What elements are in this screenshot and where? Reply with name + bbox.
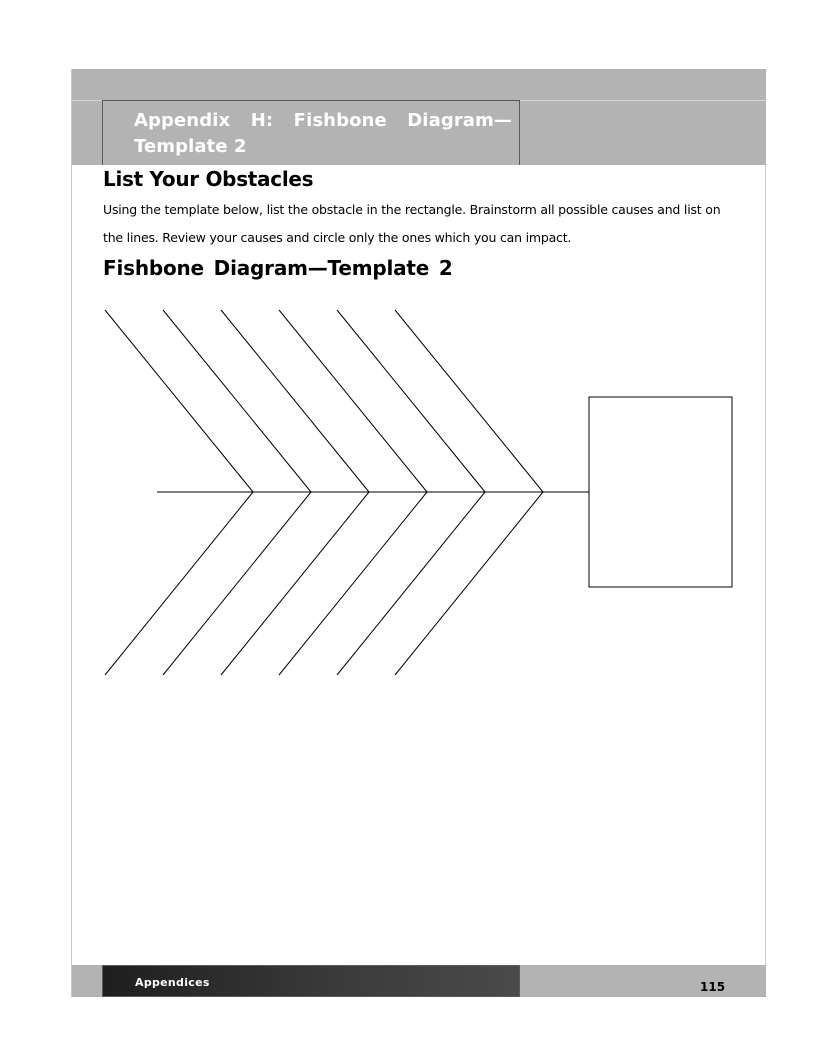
- obstacle-rectangle: [589, 397, 732, 587]
- bone-upper-2: [163, 310, 311, 492]
- bone-lower-4: [279, 492, 427, 675]
- bone-lower-1: [105, 492, 253, 675]
- footer-section-label: Appendices: [135, 976, 210, 989]
- bone-lower-5: [337, 492, 485, 675]
- bone-lower-3: [221, 492, 369, 675]
- bone-upper-3: [221, 310, 369, 492]
- section-heading: List Your Obstacles: [103, 167, 314, 191]
- bone-lower-2: [163, 492, 311, 675]
- page-number: 115: [700, 980, 726, 994]
- bone-upper-5: [337, 310, 485, 492]
- bone-upper-1: [105, 310, 253, 492]
- appendix-title: Appendix H: Fishbone Diagram— Template 2: [134, 110, 512, 157]
- bone-upper-6: [395, 310, 543, 492]
- diagram-heading: Fishbone Diagram—Template 2: [103, 256, 453, 280]
- bone-lower-6: [395, 492, 543, 675]
- bone-upper-4: [279, 310, 427, 492]
- instructions-text: Using the template below, list the obstacle in the rectangle. Brainstorm all possible causes and list on the lines. Review your causes and circle only the ones which you can impact.: [103, 202, 721, 245]
